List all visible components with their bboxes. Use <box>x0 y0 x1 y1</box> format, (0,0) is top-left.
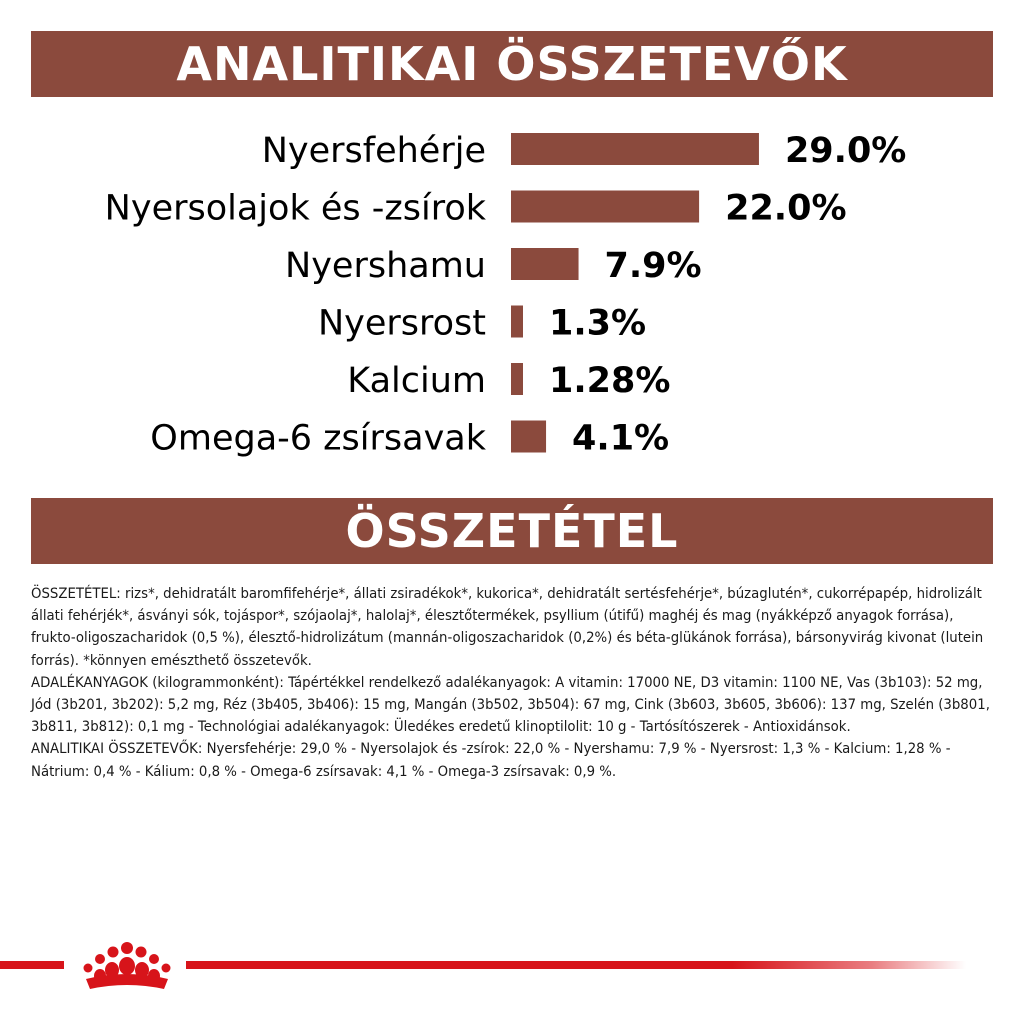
additives-paragraph: ADALÉKANYAGOK (kilogrammonként): Tápértékkel rendelkező adalékanyagok: A vitamin: 17000 NE, D3 vitamin: 1100 NE, Vas (3b103): 52 mg, Jód (3b201, 3b202): 5,2 mg, Réz (3b405, 3b406): 15 mg, Mangán (3b502, 3b504): 67 mg, Cink (3b603, 3b605, 3b606): 137 mg, Szelén (3b801, 3b811, 3b812): 0,1 mg - Technológiai adalékanyagok: Üledékes eredetű klinoptilolit: 10 g - Tartósítószerek - Antioxidánsok. <box>31 674 990 736</box>
category-label: Kalcium <box>347 361 486 401</box>
analytical-paragraph: ANALITIKAI ÖSSZETEVŐK: Nyersfehérje: 29,0 % - Nyersolajok és -zsírok: 22,0 % - Nyershamu: 7,9 % - Nyersrost: 1,3 % - Kalcium: 1,28 % - Nátrium: 0,4 % - Kálium: 0,8 % - Omega-6 zsírsavak: 4,1 % - Omega-3 zsírsavak: 0,9 %. <box>31 741 951 780</box>
composition-paragraph: ÖSSZETÉTEL: rizs*, dehidratált baromfifehérje*, állati zsiradékok*, kukorica*, dehidratált sertésfehérje*, búzaglutén*, cukorrépapép, hidrolizált állati fehérjék*, ásványi sók, tojáspor*, szójaolaj*, halolaj*, élesztőtermékek, psyllium (útifű) maghéj és mag (nyákképző anyagok forrása), frukto-oligoszacharidok (0,5 %), élesztő-hidrolizátum (mannán-oligoszacharidok (0,2%) és béta-glükánok forrása), bársonyvirág kivonat (lutein forrás). *könnyen emészthető összetevők. <box>31 586 984 669</box>
composition-text <box>31 583 994 783</box>
category-label: Nyershamu <box>285 246 486 286</box>
bar <box>511 306 523 338</box>
analytical-constituents-chart <box>0 110 1024 460</box>
value-label: 1.3% <box>549 303 647 344</box>
crown-icon <box>72 939 182 995</box>
bar <box>511 363 523 395</box>
brand-line-left <box>0 961 64 969</box>
brand-line-right <box>186 961 966 969</box>
value-label: 22.0% <box>725 188 847 229</box>
category-label: Nyersrost <box>317 303 486 344</box>
category-label: Nyersfehérje <box>261 131 486 171</box>
category-label: Nyersolajok és -zsírok <box>104 188 486 229</box>
value-label: 7.9% <box>604 246 702 286</box>
bar <box>511 191 699 223</box>
composition-title: ÖSSZETÉTEL <box>345 504 679 558</box>
composition-banner <box>31 498 993 564</box>
analytical-constituents-banner <box>31 31 993 97</box>
footer-brand-strip <box>0 935 1024 995</box>
value-label: 29.0% <box>784 131 907 171</box>
bar <box>511 248 579 280</box>
value-label: 1.28% <box>549 361 671 401</box>
value-label: 4.1% <box>572 418 670 459</box>
bar <box>511 421 546 453</box>
category-label: Omega-6 zsírsavak <box>150 418 486 459</box>
bar <box>511 133 759 165</box>
analytical-constituents-title: ANALITIKAI ÖSSZETEVŐK <box>176 37 848 91</box>
